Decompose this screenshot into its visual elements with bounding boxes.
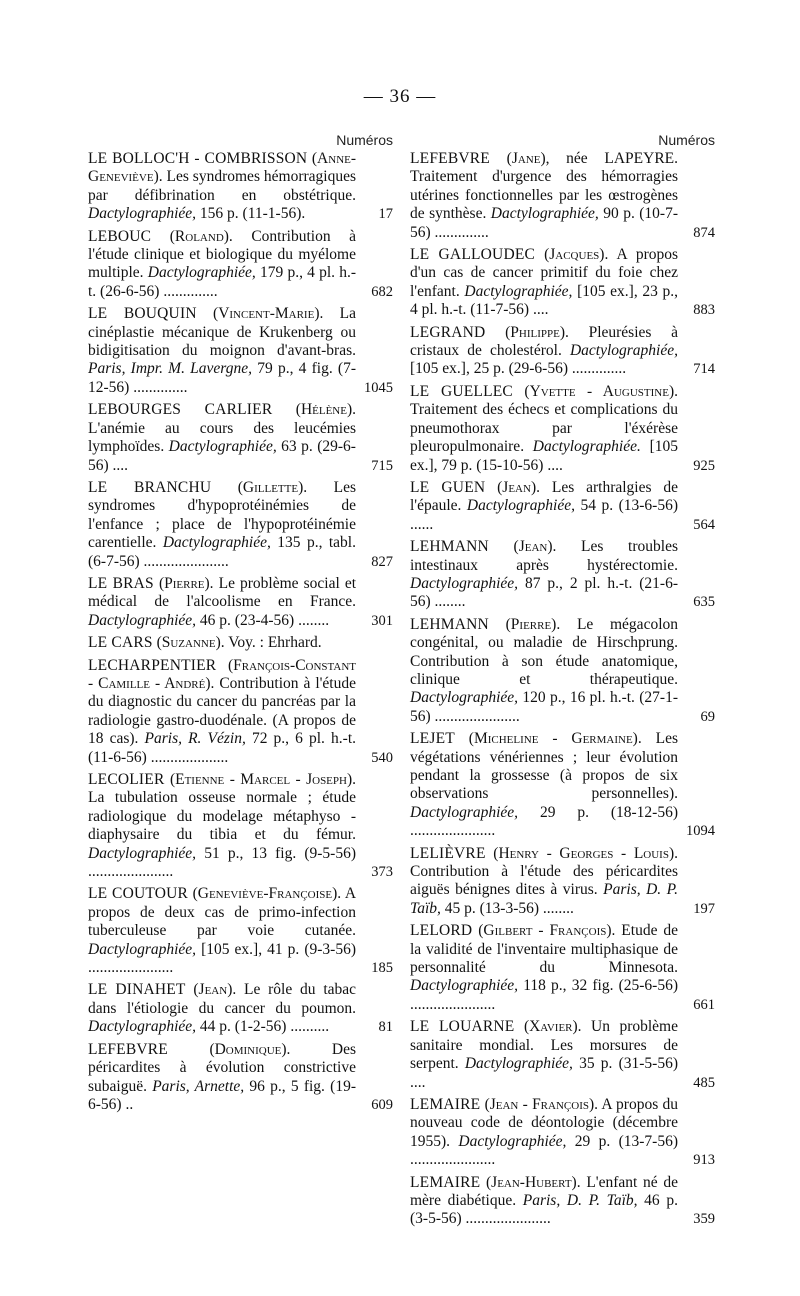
entry-author: LE GUEN (410, 478, 486, 496)
entry-publisher: Paris, D. P. Taïb, (522, 1191, 638, 1209)
entry-text (410, 1174, 678, 1229)
entry-author: LEBOUC (88, 227, 152, 245)
bibliography-entry (410, 479, 715, 534)
entry-text (88, 1041, 356, 1115)
entry-title: A propos du nouveau code de déontologie (décembre 1955). (410, 1095, 679, 1150)
entry-firstname: (Jean). (513, 538, 557, 556)
entry-number: 81 (378, 1019, 393, 1036)
entry-number: 661 (693, 996, 715, 1013)
entry-text (410, 1018, 678, 1092)
entry-firstname: (Henry - Georges - Louis). (493, 844, 678, 862)
entry-author: LE BRANCHU (88, 478, 212, 496)
entry-title: Pleurésies à cristaux de cholestérol. (410, 323, 678, 360)
entry-number: 874 (693, 224, 715, 241)
entry-text (88, 634, 356, 652)
entry-author: LEGRAND (410, 323, 486, 341)
bibliography-entry (88, 228, 393, 302)
entry-firstname: (Vincent-Marie). (213, 305, 324, 323)
entry-number: 714 (693, 361, 715, 378)
entry-author: LE BOUQUIN (88, 305, 197, 323)
entry-details: 29 p. (18-12-56) ...................... (410, 803, 678, 840)
entry-details: 51 p., 13 fig. (9-5-56) ...................... (88, 844, 356, 881)
entry-text (410, 479, 678, 534)
entry-firstname: (Jane), (506, 150, 550, 167)
bibliography-entry (410, 538, 715, 612)
entry-publisher: Dactylographiée, (410, 689, 519, 707)
entry-publisher: Dactylographiée, (162, 534, 271, 552)
entry-number: 913 (693, 1152, 715, 1169)
entry-firstname: (Gilbert - François). (478, 922, 616, 940)
entry-title: Le mégacolon congénital, ou maladie de Hirschprung. Contribution à son étude anatomique, clinique et thérapeutique. (410, 615, 679, 688)
entry-publisher: Dactylographiée, (88, 611, 197, 629)
entry-firstname: (Anne-Geneviève). (88, 150, 357, 186)
entry-number: 185 (371, 960, 393, 977)
bibliography-entry (88, 150, 393, 224)
entry-title: Les syndromes hémorragiques par défibrination en obstétrique. (88, 168, 356, 204)
bibliography-entry (410, 1174, 715, 1229)
entry-author: LECHARPENTIER (88, 656, 217, 674)
entry-publisher: Dactylographiée, (88, 940, 197, 958)
entry-publisher: Dactylographiée, (88, 844, 197, 862)
entry-firstname: (Jean-Hubert). (486, 1173, 581, 1191)
entry-title: La cinéplastie mécanique de Krukenberg ou bidigitisation du moignon d'avant-bras. (88, 305, 357, 360)
entry-text (88, 401, 356, 475)
entry-details: 44 p. (1-2-56) .......... (196, 1018, 330, 1036)
entry-firstname: (Roland). (169, 227, 233, 245)
entry-number: 635 (693, 594, 715, 611)
entry-details: 179 p., 4 pl. h.-t. (26-6-56) .............. (88, 264, 357, 300)
entry-number: 1094 (686, 823, 715, 840)
bibliography-entry (410, 845, 715, 919)
entry-publisher: Dactylographiée, (490, 205, 599, 223)
bibliography-entry (410, 730, 715, 840)
bibliography-entry (410, 1018, 715, 1092)
entry-details: 35 p. (31-5-56) .... (410, 1055, 678, 1091)
entry-text (410, 246, 678, 320)
entry-firstname: (Etienne - Marcel - Joseph). (169, 771, 356, 788)
entry-details: 29 p. (13-7-56) ...................... (410, 1132, 678, 1169)
entry-title: A propos de deux cas de primo-infection tuberculeuse par voie cutanée. (88, 885, 357, 940)
entry-text (410, 324, 678, 379)
entry-firstname: (Yvette - Augustine). (524, 382, 678, 400)
entry-publisher: Dactylographiée. (532, 438, 641, 456)
entry-firstname: (Jean - François). (484, 1095, 599, 1113)
bibliography-entry (88, 479, 393, 571)
right-column (410, 132, 715, 1233)
entry-publisher: Paris, D. P. Taïb, (410, 881, 678, 917)
column-header-numeros: Numéros (336, 132, 393, 148)
entry-details: 87 p., 2 pl. h.-t. (21-6-56) ........ (410, 574, 678, 611)
entry-text (88, 150, 356, 224)
entry-firstname: (Pierre). (505, 615, 561, 633)
bibliography-entry (410, 383, 715, 475)
entry-firstname: (Suzanne). (156, 634, 225, 652)
entry-publisher: Dactylographiée, (147, 264, 256, 282)
entry-number: 682 (371, 283, 393, 300)
bibliography-entry (88, 885, 393, 977)
entry-firstname: (Xavier). (523, 1018, 582, 1036)
entry-publisher: Dactylographiée, (88, 1018, 197, 1036)
entry-details: 63 p. (29-6-56) .... (88, 438, 356, 474)
entry-publisher: Dactylographiée, (410, 803, 519, 821)
entry-number: 715 (371, 457, 393, 474)
entry-title: Les arthralgies de l'épaule. (410, 478, 679, 515)
entry-number: 564 (693, 516, 715, 533)
entry-author: LE GALLOUDEC (410, 246, 536, 264)
entry-text (88, 305, 356, 397)
entry-title: L'enfant né de mère diabétique. (410, 1173, 678, 1209)
entry-details: 45 p. (13-3-56) ........ (440, 899, 574, 917)
entry-firstname: (Jean). (497, 478, 540, 496)
entry-number: 301 (371, 612, 393, 629)
bibliography-entry (410, 246, 715, 320)
entry-author: LE COUTOUR (88, 885, 189, 903)
entry-details: 120 p., 16 pl. h.-t. (27-1-56) ...................... (410, 689, 678, 725)
entry-number: 540 (371, 749, 393, 766)
entry-number: 883 (693, 302, 715, 319)
entry-firstname: (Pierre). (158, 574, 214, 592)
entry-text (88, 885, 356, 977)
entry-text (410, 538, 678, 612)
entry-publisher: Dactylographiée, (168, 438, 277, 456)
entry-author: LEMAIRE (410, 1095, 481, 1113)
entry-details: [105 ex.], 79 p. (15-10-56) .... (410, 438, 678, 474)
entry-author: LE DINAHET (88, 981, 186, 999)
entry-details: 54 p. (13-6-56) ...... (410, 497, 678, 533)
entry-text (410, 150, 678, 242)
bibliography-entry (88, 575, 393, 630)
entry-number: 373 (371, 864, 393, 881)
entry-text (88, 575, 356, 630)
entry-text (88, 479, 356, 571)
entry-author: LE BOLLOC'H - COMBRISSON (88, 150, 308, 167)
entry-title: Le rôle du tabac dans l'étiologie du cancer du poumon. (88, 981, 357, 1017)
entry-author: LEMAIRE (410, 1173, 481, 1191)
entry-title: Les syndromes d'hypoprotéinémies de l'enfance ; place de l'hypoprotéinémie carentielle. (88, 478, 356, 552)
entry-firstname: (Geneviève-Françoise). (192, 885, 342, 903)
entry-title: Les troubles intestinaux après hystérectomie. (410, 538, 678, 574)
entry-text (410, 383, 678, 475)
entry-firstname: (Philippe). (505, 323, 569, 341)
bibliography-entry (88, 981, 393, 1036)
bibliography-entry (88, 305, 393, 397)
entry-number: 485 (693, 1074, 715, 1091)
entry-firstname: (Jean). (193, 981, 237, 999)
entry-publisher: Paris, Arnette, (152, 1077, 245, 1095)
entry-title: Contribution à l'étude des péricardites aiguës bénignes dites à virus. (410, 863, 678, 899)
entry-text (410, 922, 678, 1014)
entry-title: Un problème sanitaire mondial. Les morsures de serpent. (410, 1018, 678, 1073)
entry-details: [105 ex.], 41 p. (9-3-56) ...................... (88, 940, 356, 977)
entry-author: LECOLIER (88, 771, 165, 788)
entry-number: 17 (378, 206, 393, 223)
entry-details: 135 p., tabl. (6-7-56) ...................... (88, 534, 356, 570)
bibliography-entry (88, 771, 393, 881)
entry-author: LEBOURGES CARLIER (88, 401, 273, 419)
entry-title: A propos d'un cas de cancer primitif du foie chez l'enfant. (410, 246, 679, 300)
entry-author: LE CARS (88, 634, 153, 652)
entry-firstname: (Dominique). (209, 1040, 291, 1058)
entry-author: LEJET (410, 730, 455, 748)
entry-details: 118 p., 32 fig. (25-6-56) ...................... (410, 977, 678, 1013)
entry-details: 46 p. (3-5-56) ...................... (410, 1191, 678, 1228)
entry-publisher: Dactylographiée, (466, 497, 575, 515)
bibliography-entry (88, 657, 393, 767)
bibliography-entry (410, 150, 715, 242)
bibliography-entry (88, 634, 393, 652)
entry-title: Les végétations vénériennes ; leur évolution pendant la grossesse (à propos de six observations personnelles). (410, 730, 679, 803)
entry-title: Contribution à l'étude du diagnostic du cancer du pancréas par la radiologie gastro-duodénale. (A propos de 18 cas). (88, 674, 356, 748)
entry-publisher: Dactylographiée, (88, 205, 197, 223)
entry-text (410, 1096, 678, 1170)
entry-number: 609 (371, 1096, 393, 1113)
entry-details: 96 p., 5 fig. (19-6-56) .. (88, 1077, 356, 1113)
entry-firstname: (Micheline - Germaine). (468, 730, 642, 748)
entry-author: LE BRAS (88, 574, 154, 592)
entry-firstname: (Hélène). (295, 401, 356, 419)
entry-details: 90 p. (10-7-56) .............. (410, 205, 678, 241)
page-number: — 36 — (363, 86, 437, 107)
entry-details: [105 ex.], 23 p., 4 pl. h.-t. (11-7-56) .... (410, 282, 679, 319)
entry-title: Le problème social et médical de l'alcoolisme en France. (88, 574, 357, 611)
entry-publisher: Paris, Impr. M. Lavergne, (88, 360, 253, 378)
entry-publisher: Dactylographiée, (464, 1055, 573, 1073)
entry-text (410, 616, 678, 726)
entry-text (88, 981, 356, 1036)
entry-number: 197 (693, 900, 715, 917)
bibliography-entry (410, 922, 715, 1014)
entry-number: 925 (693, 457, 715, 474)
bibliography-entry (410, 324, 715, 379)
entry-author: LEHMANN (410, 538, 489, 556)
entry-author: LEFEBVRE (88, 1040, 168, 1058)
entry-author: LE GUELLEC (410, 382, 513, 400)
entry-title: La tubulation osseuse normale ; étude radiologique du modelage métaphyso - diaphysaire du tibia et du fémur. (88, 789, 356, 844)
entry-publisher: Dactylographiée, (458, 1132, 567, 1150)
bibliography-entry (410, 616, 715, 726)
entry-text (88, 228, 356, 302)
entry-author: LEFEBVRE (410, 150, 490, 167)
entry-author: LE LOUARNE (410, 1018, 515, 1036)
entry-text (410, 845, 678, 919)
bibliography-entry (88, 401, 393, 475)
entry-publisher: Dactylographiée, (569, 342, 678, 360)
entry-firstname: (Jacques). (544, 246, 609, 264)
entry-author: LELORD (410, 922, 473, 940)
entry-author: LEHMANN (410, 615, 489, 633)
left-column (88, 132, 393, 1118)
entry-firstname: (François-Constant - Camille - André). (88, 656, 356, 692)
entry-number: 827 (371, 553, 393, 570)
entry-text (410, 730, 678, 840)
entry-number: 69 (700, 708, 715, 725)
column-header-numeros: Numéros (658, 132, 715, 148)
entry-title: L'anémie au cours des leucémies lymphoïdes. (88, 419, 356, 456)
entry-author: LELIÈVRE (410, 844, 486, 862)
entry-text (88, 771, 356, 881)
entry-publisher: Paris, R. Vézin, (144, 730, 246, 748)
entry-title: Des péricardites à évolution constrictive subaiguë. (88, 1040, 357, 1095)
entry-details: 79 p., 4 fig. (7-12-56) .............. (88, 360, 357, 396)
entry-details: 156 p. (11-1-56). (196, 205, 306, 223)
entry-publisher: Dactylographiée, (464, 282, 573, 300)
entry-title: née LAPEYRE. Traitement d'urgence des hémorragies utérines fonctionnelles par les œstrogènes de synthèse. (410, 150, 678, 223)
entry-publisher: Dactylographiée, (410, 977, 519, 995)
entry-firstname: (Gillette). (237, 478, 308, 496)
entry-number: 1045 (364, 379, 393, 396)
entry-title: Contribution à l'étude clinique et biologique du myélome multiple. (88, 227, 357, 282)
entry-title: Traitement des échecs et complications du pneumothorax par l'éxérèse pleuropulmonaire. (410, 401, 678, 456)
entry-details: [105 ex.], 25 p. (29-6-56) .............. (410, 360, 627, 378)
entry-title: Etude de la validité de l'inventaire multiphasique de personnalité du Minnesota. (410, 922, 678, 977)
bibliography-entry (410, 1096, 715, 1170)
entry-details: 72 p., 6 pl. h.-t. (11-6-56) .................... (88, 730, 357, 766)
entry-text (88, 657, 356, 767)
bibliography-entry (88, 1041, 393, 1115)
entry-details: 46 p. (23-4-56) ........ (196, 611, 330, 629)
entry-title: Voy. : Ehrhard. (224, 634, 322, 652)
entry-number: 359 (693, 1211, 715, 1228)
entry-publisher: Dactylographiée, (410, 574, 519, 592)
